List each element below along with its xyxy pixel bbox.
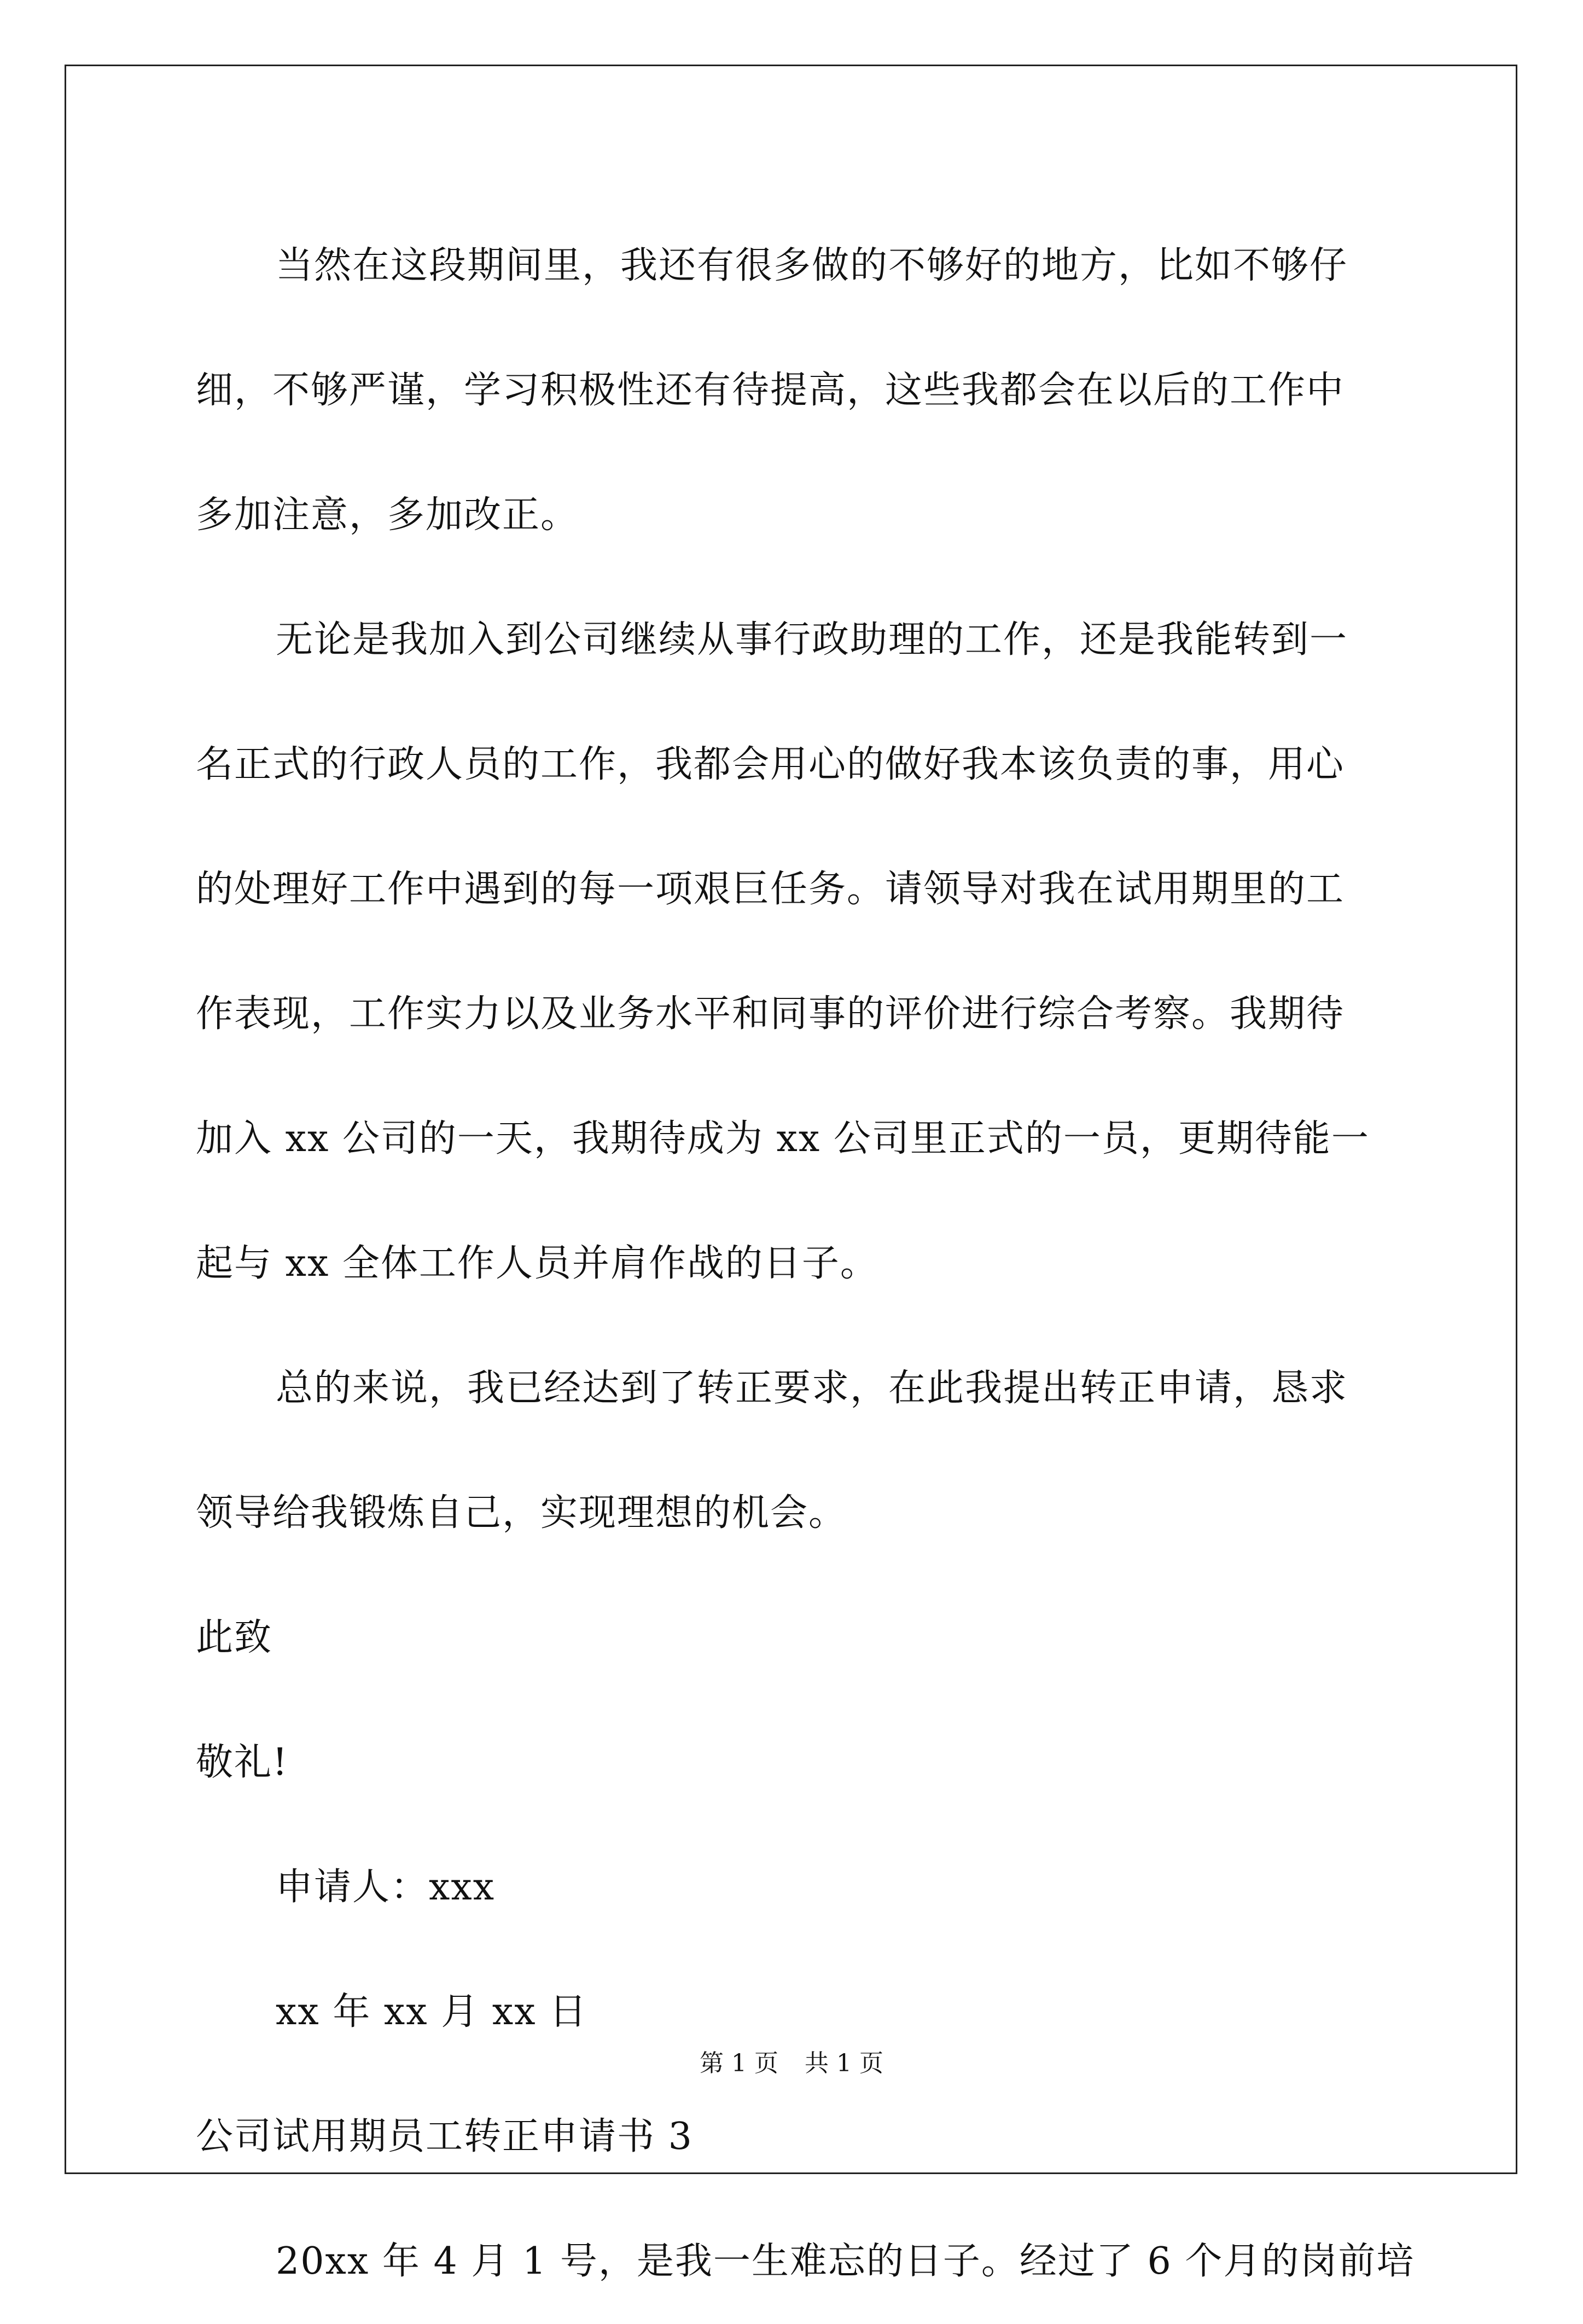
paragraph-line: 20xx 年 4 月 1 号，是我一生难忘的日子。经过了 6 个月的岗前培 xyxy=(276,2240,1415,2283)
page-number-total: 共 1 页 xyxy=(805,2049,883,2077)
closing-salutation: 此致 xyxy=(196,1616,273,1659)
paragraph-line: 的处理好工作中遇到的每一项艰巨任务。请领导对我在试用期里的工 xyxy=(196,868,1345,911)
closing-regards: 敬礼! xyxy=(196,1741,289,1784)
paragraph-line: 领导给我锻炼自己，实现理想的机会。 xyxy=(196,1491,847,1535)
paragraph-line: 无论是我加入到公司继续从事行政助理的工作，还是我能转到一 xyxy=(276,618,1348,661)
paragraph-line: 加入 xx 公司的一天，我期待成为 xx 公司里正式的一员，更期待能一 xyxy=(196,1117,1370,1160)
paragraph-line: 细，不够严谨，学习积极性还有待提高，这些我都会在以后的工作中 xyxy=(196,369,1345,412)
paragraph-line: 当然在这段期间里，我还有很多做的不够好的地方，比如不够仔 xyxy=(276,244,1348,287)
applicant-signature: 申请人：xxx xyxy=(276,1866,496,1909)
section-title: 公司试用期员工转正申请书 3 xyxy=(196,2115,693,2158)
paragraph-line: 名正式的行政人员的工作，我都会用心的做好我本该负责的事，用心 xyxy=(196,743,1345,786)
page-number-current: 第 1 页 xyxy=(700,2049,778,2077)
signature-date: xx 年 xx 月 xx 日 xyxy=(276,1990,588,2034)
paragraph-line: 起与 xx 全体工作人员并肩作战的日子。 xyxy=(196,1242,878,1285)
paragraph-line: 多加注意，多加改正。 xyxy=(196,493,579,537)
paragraph-line: 作表现，工作实力以及业务水平和同事的评价进行综合考察。我期待 xyxy=(196,992,1345,1036)
page-footer xyxy=(0,2047,1583,2080)
paragraph-line: 总的来说，我已经达到了转正要求，在此我提出转正申请，恳求 xyxy=(276,1367,1348,1410)
document-body xyxy=(196,204,1415,2324)
